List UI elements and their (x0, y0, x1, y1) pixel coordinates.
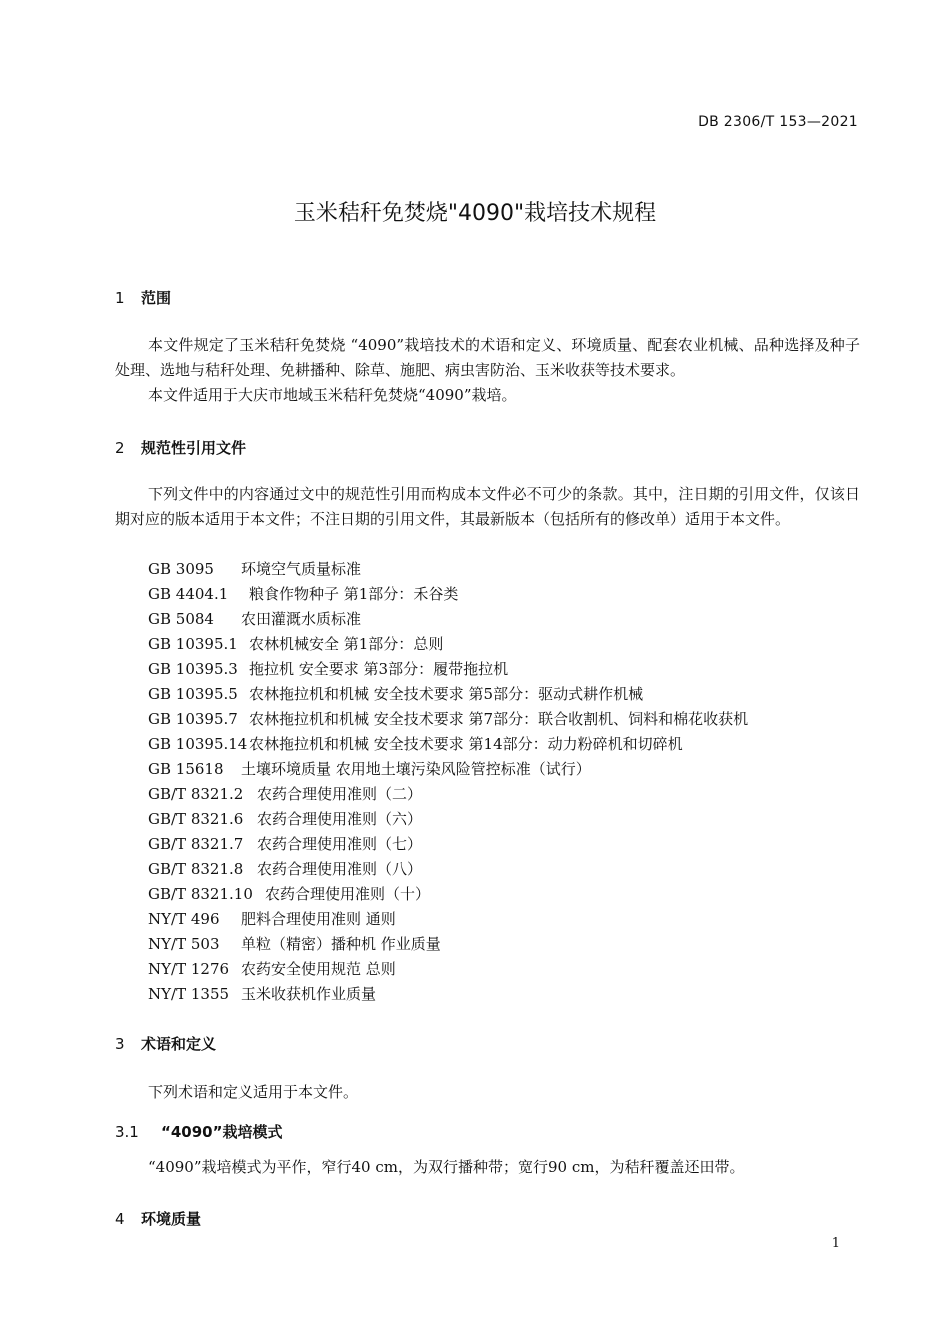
section-3-1-heading (115, 1121, 282, 1142)
reference-title: 粮食作物种子 第1部分：禾谷类 (249, 585, 459, 603)
section-3-heading (115, 1033, 216, 1054)
reference-title: 农药安全使用规范 总则 (241, 960, 396, 978)
reference-title: 农田灌溉水质标准 (241, 610, 362, 628)
reference-code: NY/T 496 (148, 910, 220, 928)
reference-title: 农药合理使用准则（六） (257, 810, 423, 828)
section-3-1-paragraph-1: “4090”栽培模式为平作，窄行40 cm，为双行播种带；宽行90 cm，为秸秆覆盖还田带。 (148, 1158, 745, 1176)
section-number: 4 (115, 1210, 125, 1228)
reference-item (148, 857, 748, 882)
reference-code: GB 4404.1 (148, 585, 229, 603)
reference-item (148, 607, 748, 632)
reference-title: 肥料合理使用准则 通则 (241, 910, 396, 928)
reference-title: 土壤环境质量 农用地土壤污染风险管控标准（试行） (241, 760, 591, 778)
section-1-paragraph-2: 本文件适用于大庆市地域玉米秸秆免焚烧“4090”栽培。 (148, 386, 517, 404)
section-title: 范围 (141, 289, 172, 307)
reference-item (148, 782, 748, 807)
reference-title: 农药合理使用准则（二） (257, 785, 423, 803)
section-title: “4090”栽培模式 (161, 1123, 283, 1141)
normative-references-list (148, 557, 748, 1007)
reference-title: 农林拖拉机和机械 安全技术要求 第5部分：驱动式耕作机械 (249, 685, 644, 703)
reference-item (148, 982, 748, 1007)
page-number: 1 (831, 1236, 840, 1251)
reference-code: GB 15618 (148, 760, 224, 778)
reference-item (148, 907, 748, 932)
reference-code: GB 10395.7 (148, 710, 238, 728)
reference-code: GB/T 8321.10 (148, 885, 253, 903)
section-title: 环境质量 (141, 1210, 202, 1228)
reference-item (148, 832, 748, 857)
document-title: 玉米秸秆免焚烧"4090"栽培技术规程 (293, 201, 657, 226)
reference-code: GB 10395.14 (148, 735, 248, 753)
reference-title: 环境空气质量标准 (241, 560, 362, 578)
reference-item (148, 932, 748, 957)
section-4-heading (115, 1208, 201, 1229)
reference-item (148, 807, 748, 832)
reference-item (148, 957, 748, 982)
reference-code: NY/T 1355 (148, 985, 230, 1003)
reference-item (148, 582, 748, 607)
reference-code: GB 3095 (148, 560, 214, 578)
reference-title: 农林机械安全 第1部分：总则 (249, 635, 444, 653)
reference-code: GB/T 8321.8 (148, 860, 244, 878)
reference-item (148, 757, 748, 782)
section-1-heading (115, 287, 171, 308)
reference-item (148, 557, 748, 582)
section-number: 2 (115, 439, 125, 457)
reference-title: 农林拖拉机和机械 安全技术要求 第14部分：动力粉碎机和切碎机 (249, 735, 683, 753)
reference-code: NY/T 503 (148, 935, 220, 953)
reference-item (148, 882, 748, 907)
section-number: 1 (115, 289, 125, 307)
reference-code: NY/T 1276 (148, 960, 230, 978)
reference-title: 拖拉机 安全要求 第3部分：履带拖拉机 (249, 660, 509, 678)
reference-code: GB/T 8321.6 (148, 810, 244, 828)
reference-code: GB 5084 (148, 610, 214, 628)
section-1-paragraph-1: 本文件规定了玉米秸秆免焚烧 “4090”栽培技术的术语和定义、环境质量、配套农业机械、品种选择及种子处理、选地与秸秆处理、免耕播种、除草、施肥、病虫害防治、玉米收获等技术要求。 (115, 336, 860, 379)
reference-code: GB 10395.1 (148, 635, 238, 653)
reference-title: 农林拖拉机和机械 安全技术要求 第7部分：联合收割机、饲料和棉花收获机 (249, 710, 749, 728)
reference-code: GB/T 8321.7 (148, 835, 244, 853)
reference-title: 农药合理使用准则（七） (257, 835, 423, 853)
reference-code: GB/T 8321.2 (148, 785, 244, 803)
reference-title: 农药合理使用准则（十） (265, 885, 431, 903)
document-code: DB 2306/T 153—2021 (698, 114, 858, 130)
section-title: 术语和定义 (141, 1035, 217, 1053)
section-2-heading (115, 437, 246, 458)
section-number: 3.1 (115, 1123, 139, 1141)
section-title: 规范性引用文件 (141, 439, 247, 457)
section-3-paragraph-1: 下列术语和定义适用于本文件。 (148, 1083, 359, 1101)
section-2-paragraph-1: 下列文件中的内容通过文中的规范性引用而构成本文件必不可少的条款。其中，注日期的引用文件，仅该日期对应的版本适用于本文件；不注日期的引用文件，其最新版本（包括所有的修改单）适用于本文件。 (115, 485, 860, 528)
reference-code: GB 10395.3 (148, 660, 238, 678)
reference-item (148, 732, 748, 757)
reference-title: 玉米收获机作业质量 (241, 985, 377, 1003)
section-number: 3 (115, 1035, 125, 1053)
reference-title: 单粒（精密）播种机 作业质量 (241, 935, 441, 953)
reference-item (148, 682, 748, 707)
reference-title: 农药合理使用准则（八） (257, 860, 423, 878)
reference-item (148, 632, 748, 657)
reference-item (148, 657, 748, 682)
reference-item (148, 707, 748, 732)
reference-code: GB 10395.5 (148, 685, 238, 703)
